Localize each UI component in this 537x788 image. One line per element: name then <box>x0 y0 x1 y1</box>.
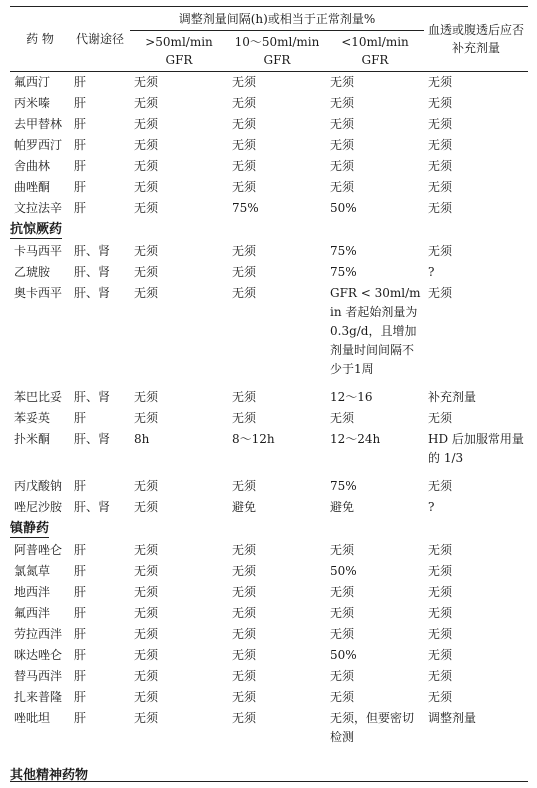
gfr-mid-cell: 无须 <box>232 606 257 620</box>
drug-cell: 舍曲林 <box>14 159 51 173</box>
gfr-low-cell: 无须 <box>330 96 355 110</box>
route-cell: 肝 <box>74 159 87 173</box>
gfr-high-cell: 无须 <box>134 627 159 641</box>
gfr-mid-cell: 无须 <box>232 138 257 152</box>
section-anticonvulsant-title: 抗惊厥药 <box>10 222 63 237</box>
table-row <box>10 177 528 198</box>
table-row <box>10 387 528 408</box>
table-row <box>10 708 528 755</box>
gfr-low-cell: 75% <box>330 265 357 279</box>
header-gfr-high: >50ml/min GFR <box>130 31 228 72</box>
section-other-title: 其他精神药物 <box>10 768 89 783</box>
drug-cell: 替马西泮 <box>14 669 63 683</box>
gfr-mid-cell: 无须 <box>232 564 257 578</box>
route-cell: 肝、肾 <box>74 244 111 258</box>
header-drug: 药 物 <box>26 32 54 46</box>
dialysis-cell: 无须 <box>428 96 453 110</box>
dialysis-cell: ? <box>428 500 435 514</box>
gfr-high-cell: 无须 <box>134 201 159 215</box>
route-cell: 肝、肾 <box>74 432 111 446</box>
drug-cell: 氟西泮 <box>14 606 51 620</box>
gfr-mid-cell: 无须 <box>232 265 257 279</box>
gfr-high-cell: 无须 <box>134 606 159 620</box>
gfr-high-cell: 无须 <box>134 180 159 194</box>
drug-cell: 丙戊酸钠 <box>14 479 63 493</box>
table-row <box>10 408 528 429</box>
route-cell: 肝 <box>74 711 87 725</box>
dialysis-cell: 无须 <box>428 244 453 258</box>
section-sedative <box>10 518 528 540</box>
table-row <box>10 283 528 387</box>
drug-cell: 乙琥胺 <box>14 265 51 279</box>
dialysis-cell: 无须 <box>428 159 453 173</box>
table-header <box>10 6 528 72</box>
table-row <box>10 561 528 582</box>
route-cell: 肝 <box>74 648 87 662</box>
gfr-low-cell: 无须 <box>330 606 355 620</box>
gfr-mid-cell: 无须 <box>232 75 257 89</box>
drug-cell: 丙米嗪 <box>14 96 51 110</box>
dialysis-cell: 无须 <box>428 669 453 683</box>
gfr-low-cell: 无须 <box>330 627 355 641</box>
gfr-low-cell: 无须 <box>330 543 355 557</box>
gfr-mid-cell: 无须 <box>232 244 257 258</box>
gfr-mid-cell: 无须 <box>232 411 257 425</box>
gfr-low-cell: 50% <box>330 564 357 578</box>
section-anticonvulsant <box>10 219 528 241</box>
gfr-high-cell: 无须 <box>134 479 159 493</box>
table-row <box>10 114 528 135</box>
gfr-mid-cell: 避免 <box>232 500 257 514</box>
dialysis-cell: 无须 <box>428 411 453 425</box>
drug-cell: 氟西汀 <box>14 75 51 89</box>
route-cell: 肝、肾 <box>74 265 111 279</box>
dialysis-cell: ? <box>428 265 435 279</box>
route-cell: 肝 <box>74 138 87 152</box>
table-row <box>10 603 528 624</box>
drug-cell: 地西泮 <box>14 585 51 599</box>
gfr-mid-cell: 无须 <box>232 627 257 641</box>
dialysis-cell: 无须 <box>428 648 453 662</box>
gfr-low-cell: 无须 <box>330 669 355 683</box>
gfr-high-cell: 无须 <box>134 711 159 725</box>
drug-cell: 阿普唑仑 <box>14 543 63 557</box>
dialysis-cell: 无须 <box>428 479 453 493</box>
group-antidepressant-rows <box>10 72 528 219</box>
dialysis-cell: 无须 <box>428 564 453 578</box>
group-sedative-rows <box>10 540 528 755</box>
gfr-low-cell: 无须 <box>330 75 355 89</box>
route-cell: 肝、肾 <box>74 286 111 300</box>
route-cell: 肝 <box>74 75 87 89</box>
gfr-high-cell: 无须 <box>134 648 159 662</box>
drug-cell: 帕罗西汀 <box>14 138 63 152</box>
route-cell: 肝 <box>74 564 87 578</box>
route-cell: 肝、肾 <box>74 390 111 404</box>
drug-cell: 曲唑酮 <box>14 180 51 194</box>
gfr-high-cell: 无须 <box>134 96 159 110</box>
renal-dose-table <box>10 6 528 755</box>
drug-cell: 文拉法辛 <box>14 201 63 215</box>
dialysis-cell: 无须 <box>428 690 453 704</box>
gfr-low-cell: 无须 <box>330 690 355 704</box>
gfr-mid-cell: 无须 <box>232 669 257 683</box>
dialysis-cell: 无须 <box>428 585 453 599</box>
route-cell: 肝 <box>74 180 87 194</box>
gfr-low-cell: 无须 <box>330 180 355 194</box>
gfr-high-cell: 无须 <box>134 138 159 152</box>
table-row <box>10 540 528 561</box>
table-row <box>10 135 528 156</box>
gfr-low-cell: GFR < 30ml/min 者起始剂量为 0.3g/d，且增加剂量时间间隔不少于1周 <box>330 286 421 376</box>
gfr-high-cell: 无须 <box>134 244 159 258</box>
drug-cell: 唑尼沙胺 <box>14 500 63 514</box>
table-row <box>10 687 528 708</box>
gfr-low-cell: 12～16 <box>330 390 373 404</box>
table-row <box>10 624 528 645</box>
header-gfr-low: <10ml/min GFR <box>326 31 424 72</box>
gfr-low-cell: 无须 <box>330 411 355 425</box>
gfr-high-cell: 无须 <box>134 117 159 131</box>
table-row <box>10 241 528 262</box>
gfr-mid-cell: 无须 <box>232 180 257 194</box>
gfr-high-cell: 无须 <box>134 265 159 279</box>
header-route: 代谢途径 <box>75 32 124 46</box>
gfr-mid-cell: 无须 <box>232 117 257 131</box>
drug-cell: 扑米酮 <box>14 432 51 446</box>
gfr-low-cell: 50% <box>330 648 357 662</box>
gfr-low-cell: 无须 <box>330 585 355 599</box>
gfr-mid-cell: 75% <box>232 201 259 215</box>
route-cell: 肝 <box>74 669 87 683</box>
gfr-low-cell: 75% <box>330 479 357 493</box>
section-sedative-title: 镇静药 <box>10 521 50 536</box>
dialysis-cell: 无须 <box>428 286 453 300</box>
gfr-mid-cell: 无须 <box>232 96 257 110</box>
gfr-mid-cell: 无须 <box>232 690 257 704</box>
gfr-high-cell: 无须 <box>134 159 159 173</box>
gfr-low-cell: 无须，但要密切检测 <box>330 711 415 744</box>
group-anticonvulsant-rows <box>10 241 528 518</box>
drug-cell: 去甲替林 <box>14 117 63 131</box>
gfr-mid-cell: 无须 <box>232 585 257 599</box>
table-bottom-rule <box>10 781 528 782</box>
gfr-mid-cell: 无须 <box>232 390 257 404</box>
table-row <box>10 156 528 177</box>
drug-cell: 苯巴比妥 <box>14 390 63 404</box>
gfr-mid-cell: 8～12h <box>232 432 275 446</box>
gfr-mid-cell: 无须 <box>232 543 257 557</box>
gfr-high-cell: 无须 <box>134 75 159 89</box>
drug-cell: 卡马西平 <box>14 244 63 258</box>
gfr-mid-cell: 无须 <box>232 648 257 662</box>
table-row <box>10 476 528 497</box>
gfr-low-cell: 75% <box>330 244 357 258</box>
route-cell: 肝 <box>74 117 87 131</box>
table-row <box>10 198 528 219</box>
route-cell: 肝 <box>74 201 87 215</box>
table-row <box>10 645 528 666</box>
table-row <box>10 666 528 687</box>
drug-cell: 唑吡坦 <box>14 711 51 725</box>
gfr-mid-cell: 无须 <box>232 479 257 493</box>
gfr-high-cell: 无须 <box>134 390 159 404</box>
drug-cell: 咪达唑仑 <box>14 648 63 662</box>
gfr-high-cell: 无须 <box>134 585 159 599</box>
route-cell: 肝 <box>74 606 87 620</box>
drug-cell: 奥卡西平 <box>14 286 63 300</box>
table-row <box>10 429 528 476</box>
gfr-high-cell: 无须 <box>134 564 159 578</box>
table-row <box>10 93 528 114</box>
route-cell: 肝 <box>74 690 87 704</box>
gfr-mid-cell: 无须 <box>232 159 257 173</box>
dialysis-cell: 无须 <box>428 201 453 215</box>
route-cell: 肝 <box>74 411 87 425</box>
drug-cell: 苯妥英 <box>14 411 51 425</box>
gfr-low-cell: 50% <box>330 201 357 215</box>
gfr-high-cell: 8h <box>134 432 150 446</box>
gfr-high-cell: 无须 <box>134 411 159 425</box>
table-row <box>10 72 528 93</box>
dialysis-cell: 无须 <box>428 606 453 620</box>
gfr-mid-cell: 无须 <box>232 286 257 300</box>
route-cell: 肝 <box>74 627 87 641</box>
gfr-high-cell: 无须 <box>134 669 159 683</box>
drug-cell: 氯氮草 <box>14 564 51 578</box>
dialysis-cell: 补充剂量 <box>428 390 477 404</box>
gfr-mid-cell: 无须 <box>232 711 257 725</box>
gfr-high-cell: 无须 <box>134 500 159 514</box>
gfr-low-cell: 12～24h <box>330 432 381 446</box>
route-cell: 肝 <box>74 479 87 493</box>
dialysis-cell: 无须 <box>428 180 453 194</box>
gfr-high-cell: 无须 <box>134 690 159 704</box>
table-row <box>10 262 528 283</box>
dialysis-cell: 无须 <box>428 627 453 641</box>
header-gfr-mid: 10～50ml/min GFR <box>228 31 326 72</box>
dialysis-cell: 无须 <box>428 138 453 152</box>
route-cell: 肝、肾 <box>74 500 111 514</box>
gfr-low-cell: 无须 <box>330 138 355 152</box>
dialysis-cell: 调整剂量 <box>428 711 477 725</box>
dose-table-container <box>10 6 528 755</box>
table-row <box>10 497 528 518</box>
dialysis-cell: HD 后加服常用量的 1/3 <box>428 432 524 465</box>
route-cell: 肝 <box>74 96 87 110</box>
gfr-low-cell: 避免 <box>330 500 355 514</box>
gfr-low-cell: 无须 <box>330 117 355 131</box>
gfr-low-cell: 无须 <box>330 159 355 173</box>
gfr-high-cell: 无须 <box>134 286 159 300</box>
dialysis-cell: 无须 <box>428 117 453 131</box>
gfr-high-cell: 无须 <box>134 543 159 557</box>
route-cell: 肝 <box>74 585 87 599</box>
header-adjust: 调整剂量间隔(h)或相当于正常剂量% <box>130 6 424 31</box>
dialysis-cell: 无须 <box>428 75 453 89</box>
header-dialysis: 血透或腹透后应否补充剂量 <box>427 22 524 55</box>
dialysis-cell: 无须 <box>428 543 453 557</box>
table-row <box>10 582 528 603</box>
route-cell: 肝 <box>74 543 87 557</box>
drug-cell: 劳拉西泮 <box>14 627 63 641</box>
drug-cell: 扎来普隆 <box>14 690 63 704</box>
